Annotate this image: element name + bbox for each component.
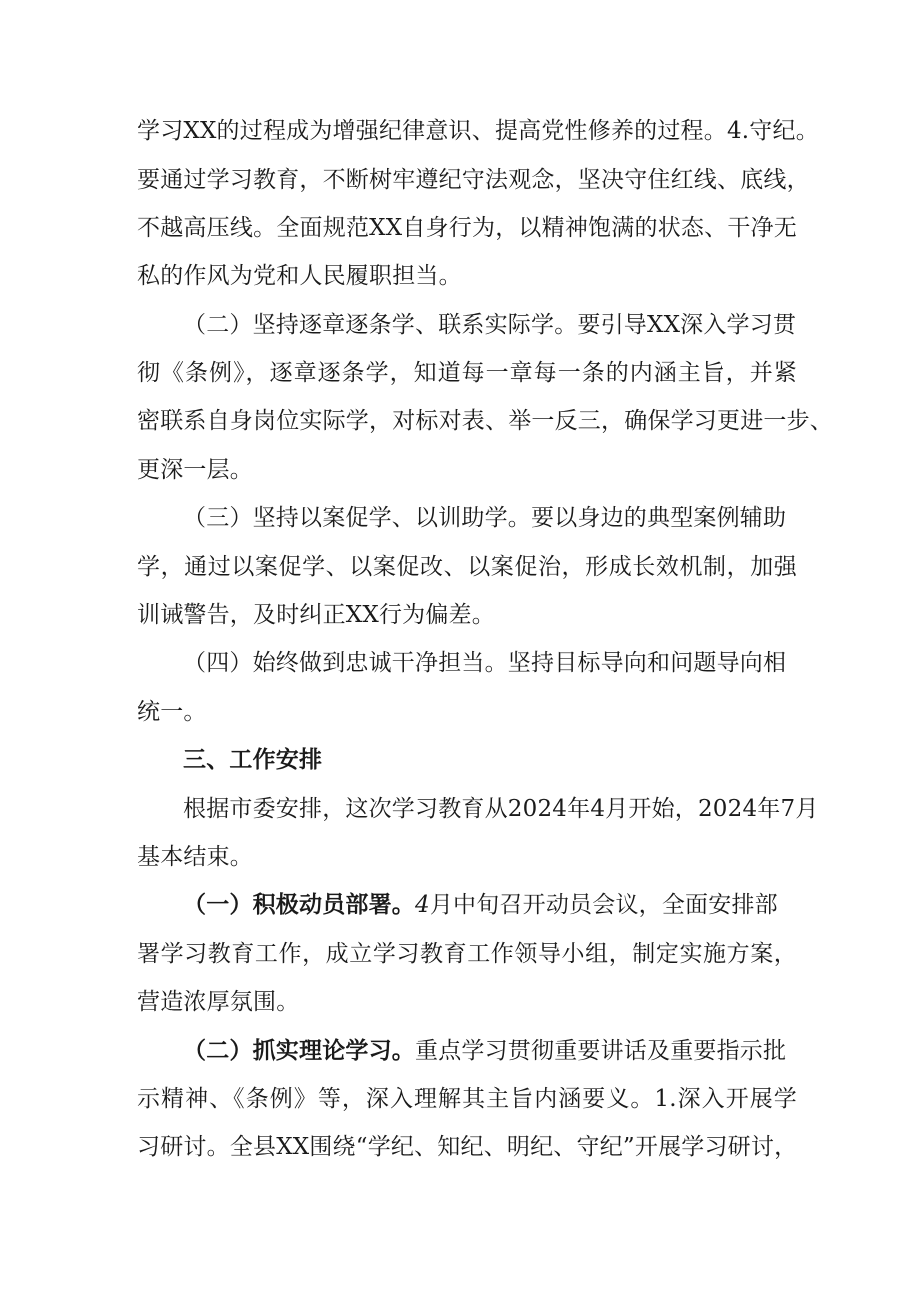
text-line: 示精神、《条例》等，深入理解其主旨内涵要义。1.深入开展学 — [137, 1086, 797, 1112]
subsection-heading: （二）抓实理论学习。 — [183, 1038, 415, 1064]
text-line: 要通过学习教育，不断树牢遵纪守法观念，坚决守住红线、底线， — [137, 167, 810, 193]
paragraph-first-line — [183, 890, 797, 920]
text-line: 统一。 — [137, 699, 207, 725]
paragraph-first-line — [183, 1036, 797, 1066]
text-line: 营造浓厚氛围。 — [137, 989, 300, 1015]
text-line: 习研讨。全县XX围绕“学纪、知纪、明纪、守纪”开展学习研讨， — [137, 1134, 798, 1160]
section-heading: 三、工作安排 — [183, 747, 323, 773]
text-line: 密联系自身岗位实际学，对标对表、举一反三，确保学习更进一步、 — [137, 408, 833, 434]
text-line: 学，通过以案促学、以案促改、以案促治，形成长效机制，加强 — [137, 554, 797, 580]
text-line: 更深一层。 — [137, 457, 253, 483]
inline-text: 月中旬召开动员会议，全面安排部 — [429, 892, 778, 918]
paragraph-first-line: （三）坚持以案促学、以训助学。要以身边的典型案例辅助 — [183, 505, 787, 531]
text-line: 私的作风为党和人民履职担当。 — [137, 263, 462, 289]
subsection-heading: （一）积极动员部署。 — [183, 892, 415, 918]
inline-number: 4 — [415, 892, 430, 918]
text-line: 彻《条例》，逐章逐条学，知道每一章每一条的内涵主旨，并紧 — [137, 360, 797, 386]
text-line: 署学习教育工作，成立学习教育工作领导小组，制定实施方案， — [137, 941, 797, 967]
text-line: 学习XX的过程成为增强纪律意识、提高党性修养的过程。4.守纪。 — [137, 118, 819, 144]
paragraph-first-line: （四）始终做到忠诚干净担当。坚持目标导向和问题导向相 — [183, 650, 787, 676]
paragraph-first-line: 根据市委安排，这次学习教育从2024年4月开始，2024年7月 — [183, 796, 819, 822]
paragraph-first-line: （二）坚持逐章逐条学、联系实际学。要引导XX深入学习贯 — [183, 312, 797, 338]
inline-text: 重点学习贯彻重要讲话及重要指示批 — [415, 1038, 787, 1064]
text-line: 不越高压线。全面规范XX自身行为，以精神饱满的状态、干净无 — [137, 215, 797, 241]
text-line: 基本结束。 — [137, 844, 253, 870]
text-line: 训诫警告，及时纠正XX行为偏差。 — [137, 602, 495, 628]
